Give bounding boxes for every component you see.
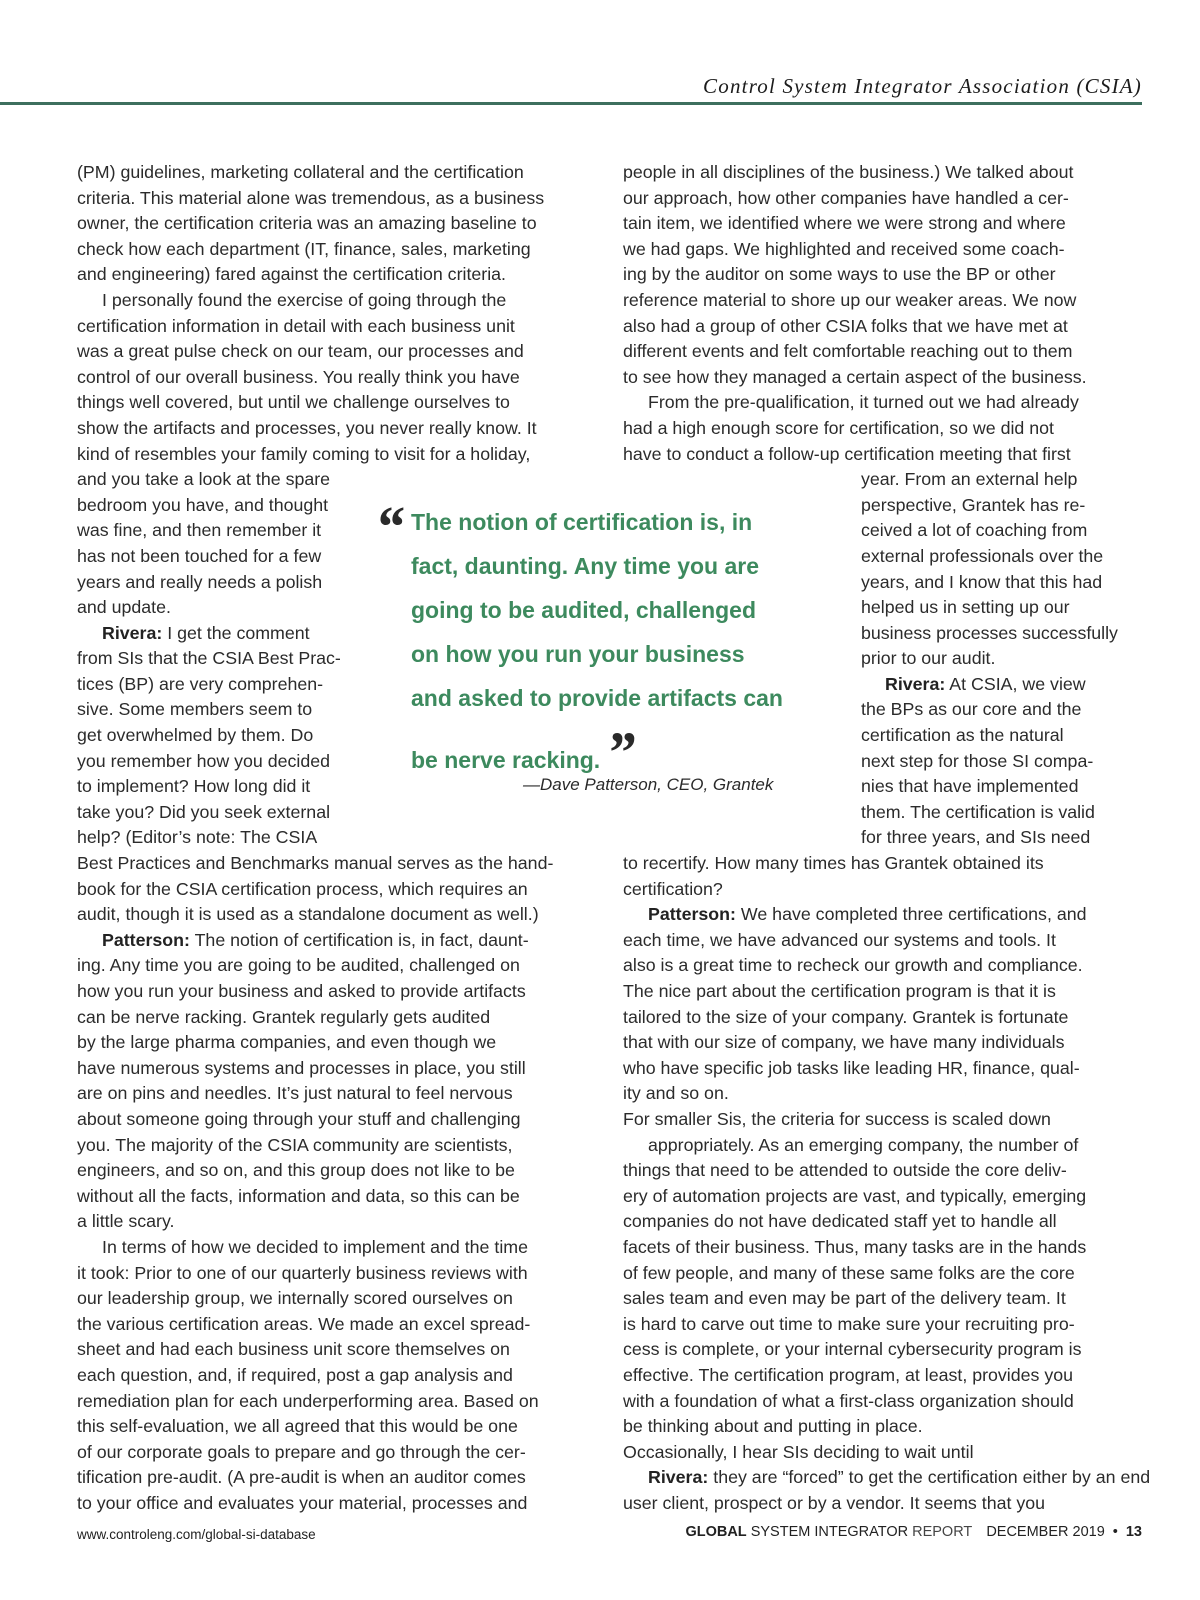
text-line: by the large pharma companies, and even though we <box>77 1032 497 1053</box>
speaker-label: Patterson: <box>648 904 736 925</box>
page-number: 13 <box>1125 1524 1142 1540</box>
text-line: Rivera: At CSIA, we view <box>885 673 1086 694</box>
text-line: and engineering) fared against the certification criteria. <box>77 264 506 285</box>
text-line: for three years, and SIs need <box>861 827 1091 848</box>
text-line: Rivera: I get the comment <box>102 622 310 643</box>
text-line: business processes successfully <box>861 622 1118 643</box>
text-line: tailored to the size of your company. Grantek is fortunate <box>623 1006 1069 1027</box>
text-line: Patterson: We have completed three certifications, and <box>648 904 1087 925</box>
text-line: certification? <box>623 878 723 899</box>
text-line: from SIs that the CSIA Best Prac- <box>77 648 341 669</box>
text-line: control of our overall business. You really think you have <box>77 366 520 387</box>
text-line: you remember how you decided <box>77 750 331 771</box>
text-line: them. The certification is valid <box>861 801 1095 822</box>
text-line: get overwhelmed by them. Do <box>77 725 314 746</box>
speaker-label: Rivera: <box>885 673 946 694</box>
text-line: that with our size of company, we have many individuals <box>623 1032 1065 1053</box>
footer-publication <box>685 1524 1142 1540</box>
text-line: show the artifacts and processes, you never really know. It <box>77 417 537 438</box>
text-line: also is a great time to recheck our growth and compliance. <box>623 955 1083 976</box>
header-title: Control System Integrator Association (CSIA) <box>703 74 1142 98</box>
text-line: user client, prospect or by a vendor. It seems that you <box>623 1492 1046 1513</box>
text-line: check how each department (IT, finance, sales, marketing <box>77 238 531 259</box>
text-line: was fine, and then remember it <box>77 520 322 541</box>
text-line: From the pre-qualification, it turned out we had already <box>648 392 1079 413</box>
text-line: (PM) guidelines, marketing collateral and the certification <box>77 162 524 182</box>
text-line: criteria. This material alone was tremendous, as a business <box>77 187 545 208</box>
text-line: ing. Any time you are going to be audited, challenged on <box>77 955 520 976</box>
text-line: different events and felt comfortable reaching out to them <box>623 341 1073 362</box>
text-line: be thinking about and putting in place. <box>623 1416 923 1437</box>
text-line: and update. <box>77 597 171 618</box>
text-line: appropriately. As an emerging company, the number of <box>648 1134 1079 1155</box>
text-line: with a foundation of what a first-class organization should <box>623 1390 1074 1411</box>
header-rule <box>0 102 1142 105</box>
text-line: ceived a lot of coaching from <box>861 520 1088 541</box>
open-quote-mark: “ <box>375 494 404 559</box>
left-column <box>77 160 577 1516</box>
speaker-label: Rivera: <box>102 622 163 643</box>
text-line: audit, though it is used as a standalone document as well.) <box>77 904 539 925</box>
text-line: For smaller Sis, the criteria for success is scaled down <box>623 1108 1051 1129</box>
text-line: years and really needs a polish <box>77 571 323 592</box>
text-line: bedroom you have, and thought <box>77 494 329 515</box>
text-line: Occasionally, I hear SIs deciding to wait until <box>623 1441 974 1462</box>
text-line: sales team and even may be part of the delivery team. It <box>623 1288 1066 1309</box>
text-line: without all the facts, information and data, so this can be <box>77 1185 520 1206</box>
text-line: Best Practices and Benchmarks manual serves as the hand- <box>77 853 554 874</box>
text-line: the BPs as our core and the <box>861 699 1082 720</box>
text-line: who have specific job tasks like leading HR, finance, qual- <box>623 1057 1080 1078</box>
text-line: and you take a look at the spare <box>77 469 331 490</box>
text-line: this self-evaluation, we all agreed that this would be one <box>77 1416 518 1437</box>
footer-separator: • <box>1112 1524 1118 1540</box>
footer-pub-mid: SYSTEM INTEGRATOR <box>750 1524 909 1540</box>
text-line: it took: Prior to one of our quarterly business reviews with <box>77 1262 528 1283</box>
text-line: ing by the auditor on some ways to use the BP or other <box>623 264 1056 285</box>
text-line: Patterson: The notion of certification is, in fact, daunt- <box>102 929 529 950</box>
pull-quote-attribution: —Dave Patterson, CEO, Grantek <box>523 775 774 794</box>
text-line: remediation plan for each underperforming area. Based on <box>77 1390 539 1411</box>
text-line: our approach, how other companies have handled a cer- <box>623 187 1069 208</box>
text-line: help? (Editor’s note: The CSIA <box>77 827 318 848</box>
text-line: take you? Did you seek external <box>77 801 331 822</box>
text-line: to your office and evaluates your material, processes and <box>77 1492 528 1513</box>
text-line: certification information in detail with each business unit <box>77 315 515 336</box>
text-line: sheet and had each business unit score themselves on <box>77 1339 510 1360</box>
text-line: we had gaps. We highlighted and received some coach- <box>623 238 1065 259</box>
text-line: has not been touched for a few <box>77 545 322 566</box>
text-line: Rivera: they are “forced” to get the certification either by an end <box>648 1467 1151 1488</box>
text-line: things that need to be attended to outside the core deliv- <box>623 1160 1067 1181</box>
text-line: to recertify. How many times has Grantek obtained its <box>623 853 1044 874</box>
text-line: certification as the natural <box>861 725 1064 746</box>
close-quote-mark: ” <box>606 720 636 785</box>
text-line: had a high enough score for certification, so we did not <box>623 417 1054 438</box>
text-line: can be nerve racking. Grantek regularly gets audited <box>77 1006 491 1027</box>
pull-quote-line: going to be audited, challenged <box>411 597 757 623</box>
pull-quote-line: on how you run your business <box>411 641 745 667</box>
text-line: people in all disciplines of the business.) We talked about <box>623 162 1074 182</box>
right-column <box>623 160 1151 1516</box>
pull-quote-line: be nerve racking. ” <box>411 720 636 785</box>
text-line: ity and so on. <box>623 1083 729 1104</box>
pull-quote-line: fact, daunting. Any time you are <box>411 553 760 579</box>
text-line: of few people, and many of these same folks are the core <box>623 1262 1075 1283</box>
text-line: each time, we have advanced our systems and tools. It <box>623 929 1056 950</box>
text-line: nies that have implemented <box>861 776 1079 797</box>
text-line: I personally found the exercise of going through the <box>102 289 507 310</box>
text-line: engineers, and so on, and this group does not like to be <box>77 1160 515 1181</box>
text-line: have to conduct a follow-up certification meeting that first <box>623 443 1071 464</box>
text-line: how you run your business and asked to provide artifacts <box>77 981 526 1001</box>
text-line: effective. The certification program, at least, provides you <box>623 1364 1074 1385</box>
speaker-label: Rivera: <box>648 1467 709 1488</box>
text-line: The nice part about the certification program is that it is <box>623 981 1056 1001</box>
text-line: kind of resembles your family coming to visit for a holiday, <box>77 443 531 464</box>
text-line: owner, the certification criteria was an amazing baseline to <box>77 213 537 234</box>
text-line: tices (BP) are very comprehen- <box>77 673 324 694</box>
text-line: was a great pulse check on our team, our processes and <box>77 341 524 362</box>
text-line: to implement? How long did it <box>77 776 311 797</box>
text-line: years, and I know that this had <box>861 571 1103 592</box>
text-line: are on pins and needles. It’s just natural to feel nervous <box>77 1083 513 1104</box>
footer-date: DECEMBER 2019 <box>986 1524 1105 1540</box>
footer-pub-bold: GLOBAL <box>685 1524 747 1540</box>
text-line: tification pre-audit. (A pre-audit is when an auditor comes <box>77 1467 526 1488</box>
footer-url[interactable]: www.controleng.com/global-si-database <box>77 1527 316 1542</box>
article-body <box>77 160 1151 1530</box>
text-line: is hard to carve out time to make sure your recruiting pro- <box>623 1313 1075 1334</box>
text-line: cess is complete, or your internal cybersecurity program is <box>623 1339 1082 1360</box>
text-line: book for the CSIA certification process, which requires an <box>77 878 528 899</box>
text-line: facets of their business. Thus, many tasks are in the hands <box>623 1236 1087 1257</box>
text-line: the various certification areas. We made an excel spread- <box>77 1313 531 1334</box>
text-line: reference material to shore up our weaker areas. We now <box>623 289 1077 310</box>
text-line: a little scary. <box>77 1211 175 1232</box>
footer-pub-light: REPORT <box>912 1524 973 1540</box>
text-line: to see how they managed a certain aspect of the business. <box>623 366 1087 387</box>
text-line: of our corporate goals to prepare and go through the cer- <box>77 1441 526 1462</box>
text-line: you. The majority of the CSIA community are scientists, <box>77 1134 513 1155</box>
text-line: In terms of how we decided to implement and the time <box>102 1236 528 1257</box>
speaker-label: Patterson: <box>102 929 190 950</box>
text-line: each question, and, if required, post a gap analysis and <box>77 1364 513 1385</box>
pull-quote-line: and asked to provide artifacts can <box>411 685 783 711</box>
text-line: external professionals over the <box>861 545 1104 566</box>
text-line: things well covered, but until we challenge ourselves to <box>77 392 510 413</box>
text-line: our leadership group, we internally scored ourselves on <box>77 1288 513 1309</box>
text-line: sive. Some members seem to <box>77 699 313 720</box>
text-line: next step for those SI compa- <box>861 750 1094 771</box>
text-line: helped us in setting up our <box>861 597 1070 618</box>
text-line: perspective, Grantek has re- <box>861 494 1086 515</box>
text-line: also had a group of other CSIA folks that we have met at <box>623 315 1068 336</box>
text-line: tain item, we identified where we were strong and where <box>623 213 1066 234</box>
text-line: about someone going through your stuff and challenging <box>77 1108 521 1129</box>
text-line: companies do not have dedicated staff yet to handle all <box>623 1211 1057 1232</box>
text-line: ery of automation projects are vast, and typically, emerging <box>623 1185 1087 1206</box>
text-line: have numerous systems and processes in place, you still <box>77 1057 526 1078</box>
text-line: prior to our audit. <box>861 648 996 669</box>
text-line: year. From an external help <box>861 469 1078 490</box>
pull-quote-line: The notion of certification is, in <box>411 509 753 535</box>
